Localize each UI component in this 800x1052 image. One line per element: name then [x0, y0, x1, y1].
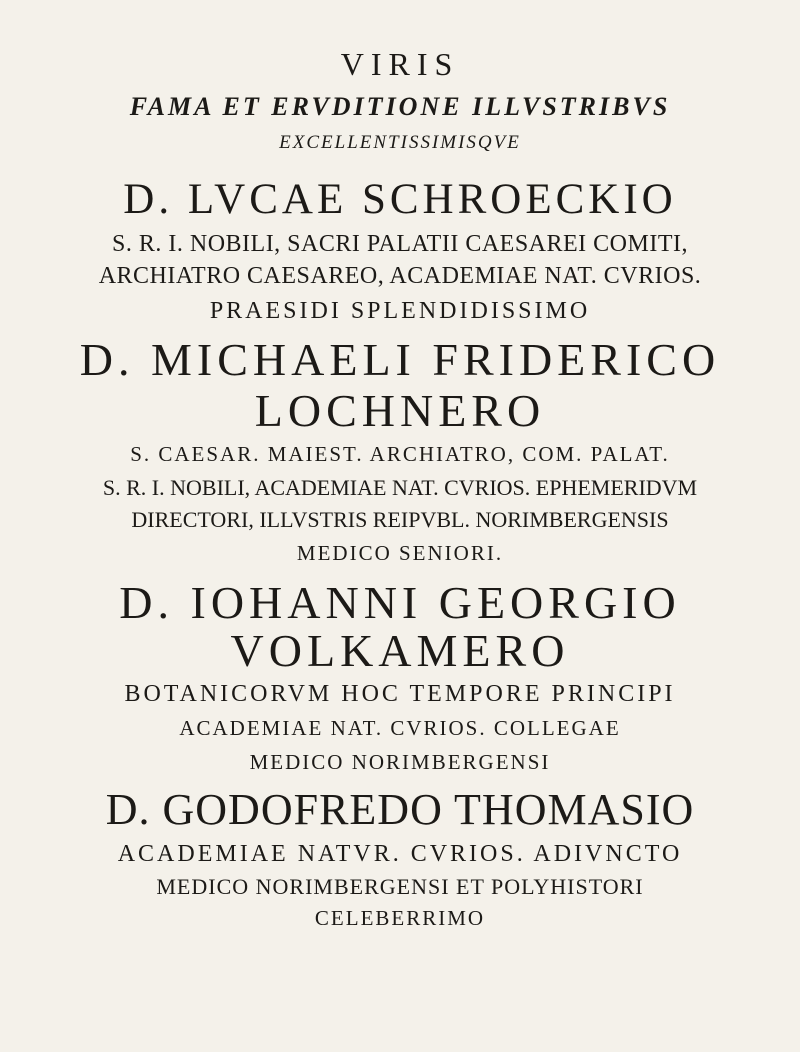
person-3-name-1: D. IOHANNI GEORGIO — [119, 577, 681, 628]
person-4-title-2: MEDICO NORIMBERGENSI ET POLYHISTORI — [156, 874, 644, 899]
dedication-subtitle: FAMA ET ERVDITIONE ILLVSTRIBVS — [129, 92, 671, 121]
person-3-title-1: BOTANICORVM HOC TEMPORE PRINCIPI — [124, 681, 676, 707]
person-2-name-2: LOCHNERO — [254, 385, 546, 436]
person-3-title-3: MEDICO NORIMBERGENSI — [249, 750, 551, 774]
person-4-title-3: CELEBERRIMO — [314, 906, 486, 930]
person-1-name: D. LVCAE SCHROECKIO — [123, 176, 677, 223]
dedication-title: VIRIS — [340, 46, 460, 82]
person-2-title-2: S. R. I. NOBILI, ACADEMIAE NAT. CVRIOS. EPHEMERIDVM — [102, 475, 698, 500]
person-2-title-4: MEDICO SENIORI. — [296, 541, 504, 565]
person-3-title-2: ACADEMIAE NAT. CVRIOS. COLLEGAE — [179, 716, 621, 740]
person-3-name-2: VOLKAMERO — [230, 625, 570, 676]
person-1-title-2: ARCHIATRO CAESAREO, ACADEMIAE NAT. CVRIOS. — [98, 263, 702, 289]
person-1-title-1: S. R. I. NOBILI, SACRI PALATII CAESAREI COMITI, — [112, 231, 688, 257]
dedication-excellent: EXCELLENTISSIMISQVE — [279, 132, 521, 153]
person-4-title-1: ACADEMIAE NATVR. CVRIOS. ADIVNCTO — [117, 841, 683, 867]
person-4-name: D. GODOFREDO THOMASIO — [105, 785, 695, 834]
person-2-title-3: DIRECTORI, ILLVSTRIS REIPVBL. NORIMBERGENSIS — [131, 507, 669, 532]
person-1-title-3: PRAESIDI SPLENDIDISSIMO — [209, 298, 591, 324]
person-2-name-1: D. MICHAELI FRIDERICO — [79, 334, 721, 385]
person-2-title-1: S. CAESAR. MAIEST. ARCHIATRO, COM. PALAT. — [130, 442, 670, 466]
